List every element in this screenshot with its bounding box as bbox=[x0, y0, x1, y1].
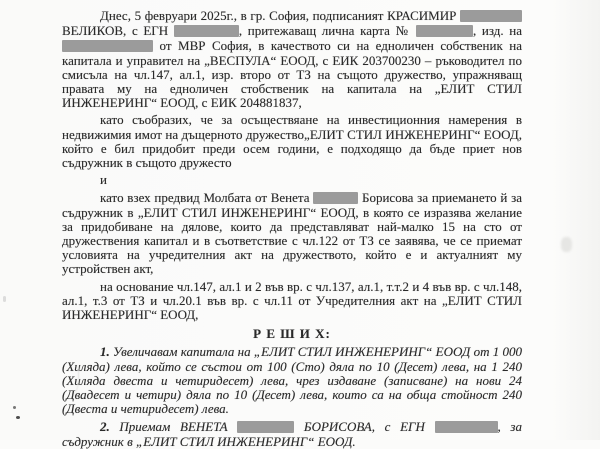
text-segment: , притежаващ лична карта № bbox=[238, 23, 417, 39]
scan-smudge bbox=[561, 237, 572, 252]
text-segment: като взех предвид Молбата от Венета bbox=[100, 190, 314, 206]
redaction-box bbox=[435, 421, 498, 433]
text-segment: Увеличавам капитала на „ЕЛИТ СТИЛ ИНЖЕНЕРИНГ“ ЕООД от 1 000 (Хиляда) лева, който се състои от 100 (Сто) дяла по 10 (Десет) лева, на 1 240 (Хиляда двеста и четиридесет) лева, чрез издаване (записване) на нови 24 (Двадесет и четири) дяла по 10 (Десет) лева, които са на обща стойност 240 (Двеста и четиридесет) лева. bbox=[62, 344, 522, 417]
redaction-box bbox=[313, 192, 358, 204]
decision-item-2 bbox=[62, 419, 522, 448]
decision-heading bbox=[62, 327, 522, 341]
redaction-box bbox=[237, 421, 294, 433]
text-segment: Борисова за приемането й за съдружник в „ЕЛИТ СТИЛ ИНЖЕНЕРИНГ“ ЕООД, в която се изразява желание за придобиване на дялове, които да представляват най-малко 15 на сто от дружествения капитал и в съответствие с чл.122 от ТЗ се заявява, че се приемат условията на учредителния акт на дружеството, който е и актуалният му устройствен акт, bbox=[62, 190, 522, 277]
redaction-box bbox=[416, 25, 473, 37]
text-segment: като съобразих, че за осъществяане на инвестиционния намерения в недвижимия имот на дъщерното дружество„ЕЛИТ СТИЛ ИНЖЕНЕРИНГ“ ЕООД, който е бил придобит преди осем години, е подходящо да бъде приет нов съдружник в същото дружесто bbox=[62, 112, 522, 171]
application-paragraph bbox=[62, 190, 522, 276]
decision-item-1 bbox=[62, 345, 522, 416]
document-body bbox=[62, 8, 522, 449]
text-segment: Р Е Ш И Х: bbox=[253, 326, 331, 342]
text-segment: , за съдружник в „ЕЛИТ СТИЛ ИНЖЕНЕРИНГ“ ЕООД. bbox=[62, 419, 522, 449]
conjunction-line bbox=[62, 173, 522, 187]
text-segment: на основание чл.147, ал.1 и 2 във вр. с чл.137, ал.1, т.т.2 и 4 във вр. с чл.148, ал.1, т.3 от ТЗ и чл.20.1 във вр. с чл.11 от Учредителния акт на „ЕЛИТ СТИЛ ИНЖЕНЕРИНГ“ ЕООД, bbox=[62, 278, 522, 323]
scan-speck bbox=[13, 406, 16, 409]
redaction-box bbox=[460, 10, 522, 22]
scan-speck bbox=[16, 416, 20, 419]
redaction-box bbox=[174, 25, 239, 37]
redaction-box bbox=[62, 40, 153, 52]
text-segment: Приемам ВЕНЕТА bbox=[109, 419, 238, 435]
text-segment: ВЕЛИКОВ, с ЕГН bbox=[62, 23, 174, 39]
text-segment: Днес, 5 февруари 2025г., в гр. София, подписаният КРАСИМИР bbox=[100, 8, 460, 23]
scan-speck bbox=[3, 296, 6, 302]
consideration-paragraph bbox=[62, 113, 522, 170]
text-segment: 2. bbox=[100, 419, 110, 435]
text-segment: и bbox=[100, 172, 107, 188]
text-segment: , изд. на bbox=[473, 23, 522, 39]
legal-grounds-paragraph bbox=[62, 280, 522, 323]
text-segment: 1. bbox=[100, 344, 110, 360]
text-segment: БОРИСОВА, с ЕГН bbox=[294, 419, 435, 435]
intro-paragraph bbox=[62, 8, 522, 110]
text-segment: от МВР София, в качеството си на едноличен собственик на капитала и управител на „ВЕСПУЛА“ ЕООД, с ЕИК 203700230 – ръководител по смисъла на чл.147, ал.1, изр. второ от ТЗ на същото дружество, упражняващ правата му на едноличен стобственик на капитала на „ЕЛИТ СТИЛ ИНЖЕНЕРИНГ“ ЕООД, с ЕИК 204881837, bbox=[62, 38, 522, 111]
